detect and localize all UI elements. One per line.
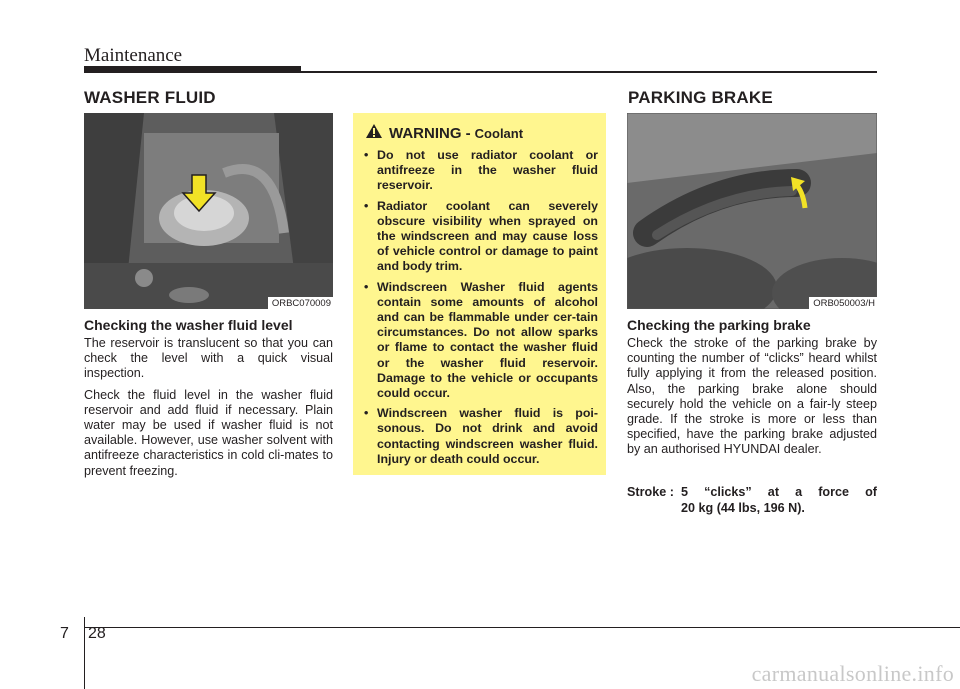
stroke-value-line-1: 5 “clicks” at a force of (681, 485, 877, 499)
page-number: 28 (88, 625, 106, 642)
warning-box (353, 113, 606, 475)
header-rule-accent (84, 66, 301, 72)
parking-brake-heading: PARKING BRAKE (628, 88, 773, 107)
warning-topic: Coolant (474, 126, 524, 141)
washer-paragraph-1: The reservoir is translucent so that you can check the level with a quick visual inspection. (84, 336, 333, 381)
stroke-spec (627, 484, 877, 516)
warning-list (363, 148, 598, 467)
parking-brake-photo (627, 113, 877, 309)
stroke-label: Stroke : (627, 485, 674, 499)
parking-brake-body: Check the stroke of the parking brake by counting the number of “clicks” heard whilst fully applying it from the released position. Also, the parking brake alone should securely hold the vehicle on a fair-ly steep grade. If the stroke is more or less than specified, have the parking brake adjusted by an authorised HYUNDAI dealer. (627, 336, 877, 457)
warning-item: • Windscreen washer fluid is poi-sonous. Do not drink and avoid contacting windscreen washer fluid. Injury or death could occur. (364, 406, 598, 466)
warning-item-text: Windscreen Washer fluid agents contain some amounts of alcohol and can be flammable under cer-tain circumstances. Do not allow sparks or flame to contact the washer fluid or the washer fluid reservoir. Damage to the vehicle or occupants could occur. (377, 279, 598, 401)
washer-check-subheading: Checking the washer fluid level (84, 317, 293, 333)
section-title: Maintenance (84, 45, 183, 66)
footer-rule (84, 627, 960, 628)
washer-fluid-body (84, 336, 333, 485)
photo-code: ORBC070009 (268, 297, 333, 309)
parking-brake-check-subheading: Checking the parking brake (627, 317, 811, 333)
warning-label: WARNING - (389, 125, 471, 142)
warning-item: • Windscreen Washer fluid agents contain some amounts of alcohol and can be flammable under cer-tain circumstances. Do not allow sparks or flame to contact the washer fluid or the washer fluid reservoir. Damage to the vehicle or occupants could occur. (364, 279, 598, 401)
warning-triangle-icon (365, 123, 383, 144)
washer-paragraph-2: Check the fluid level in the washer fluid reservoir and add fluid if necessary. Plain water may be used if washer fluid is not available. However, use washer solvent with antifreeze characteristics in cold cli-mates to prevent freezing. (84, 387, 333, 478)
photo-code: ORB050003/H (809, 297, 877, 309)
warning-item-text: Radiator coolant can severely obscure visibility when sprayed on the windscreen and may cause loss of vehicle control or damage to paint and body trim. (377, 198, 598, 274)
stroke-value-line-2: 20 kg (44 lbs, 196 N). (681, 501, 805, 515)
warning-item-text: Do not use radiator coolant or antifreeze in the washer fluid reservoir. (377, 148, 598, 193)
warning-item: • Do not use radiator coolant or antifreeze in the washer fluid reservoir. (364, 148, 598, 193)
watermark: carmanualsonline.info (751, 661, 954, 686)
warning-item: • Radiator coolant can severely obscure visibility when sprayed on the windscreen and may cause loss of vehicle control or damage to paint and body trim. (364, 198, 598, 274)
chapter-number: 7 (60, 625, 69, 642)
washer-reservoir-photo (84, 113, 333, 309)
warning-title (363, 123, 598, 144)
washer-fluid-heading: WASHER FLUID (84, 88, 216, 107)
warning-item-text: Windscreen washer fluid is poi-sonous. Do not drink and avoid contacting windscreen washer fluid. Injury or death could occur. (377, 406, 598, 466)
footer-divider (84, 617, 85, 689)
